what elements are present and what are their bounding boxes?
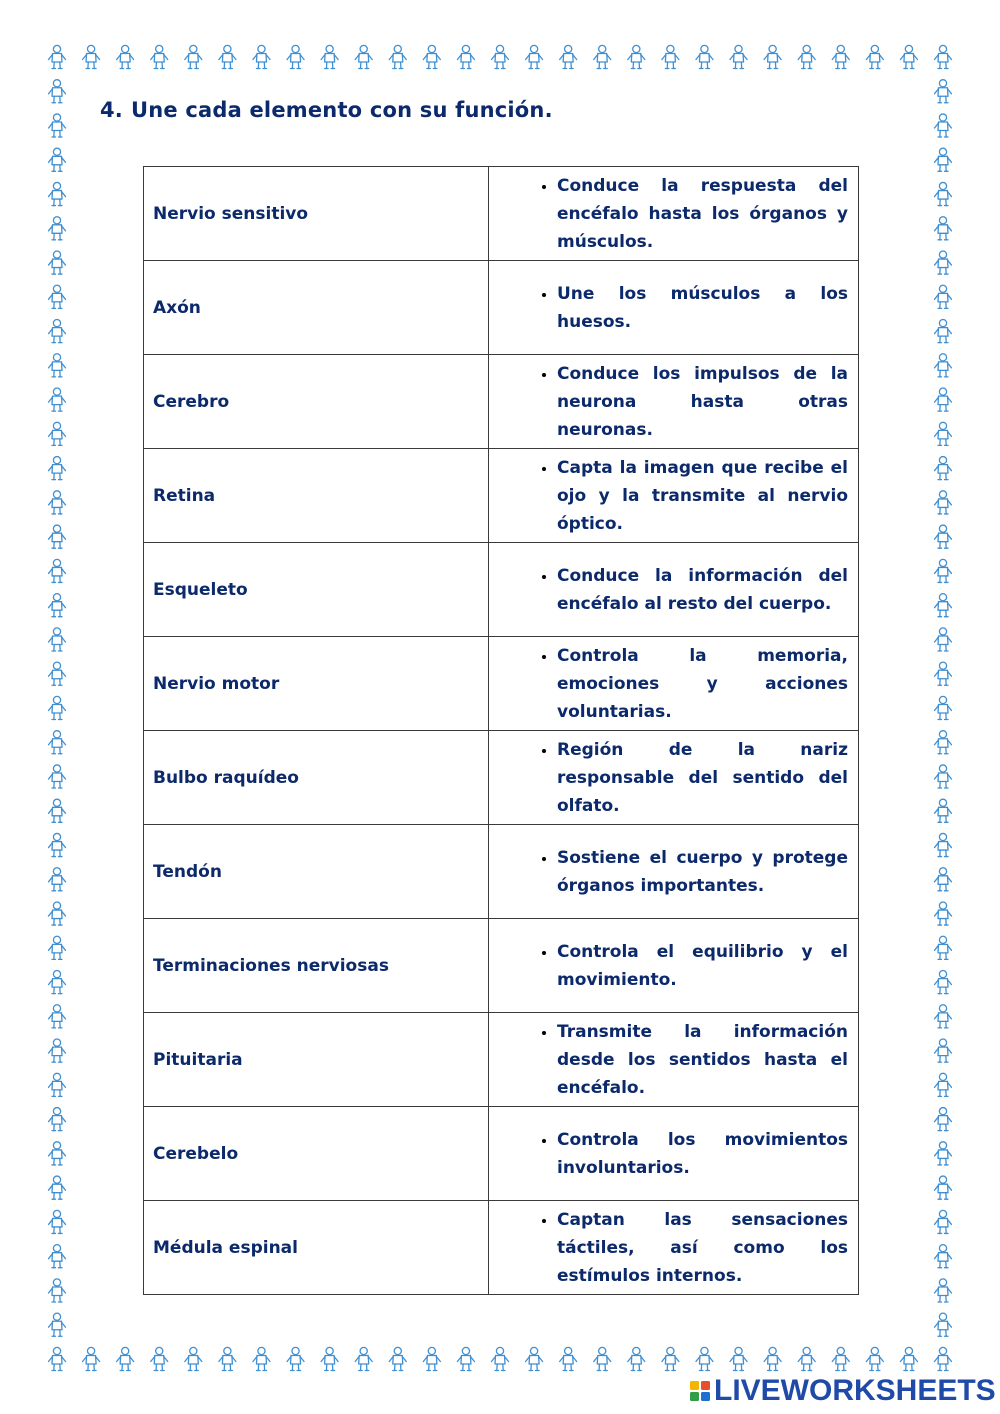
function-list [519, 736, 848, 820]
term-cell: Tendón [144, 825, 489, 919]
function-text: • Transmite la información desde los sentidos hasta el encéfalo. [557, 1018, 848, 1102]
function-cell [489, 731, 859, 825]
child-figure-icon [900, 1347, 917, 1370]
function-text: • Controla el equilibrio y el movimiento. [557, 938, 848, 994]
table-row [144, 355, 859, 449]
function-cell [489, 919, 859, 1013]
child-figure-icon [935, 491, 952, 514]
child-figure-icon [49, 251, 66, 274]
child-figure-icon [935, 1245, 952, 1268]
child-figure-icon [151, 1347, 168, 1370]
child-figure-icon [49, 1005, 66, 1028]
child-figure-icon [935, 799, 952, 822]
child-figure-icon [935, 1210, 952, 1233]
child-figure-icon [526, 45, 543, 68]
function-list [519, 1206, 848, 1290]
function-list [519, 280, 848, 336]
function-list [519, 844, 848, 900]
child-figure-icon [935, 80, 952, 103]
child-figure-icon [49, 80, 66, 103]
child-figure-icon [935, 696, 952, 719]
function-text: • Une los músculos a los huesos. [557, 280, 848, 336]
child-figure-icon [49, 45, 66, 68]
term-cell: Axón [144, 261, 489, 355]
child-figure-icon [49, 799, 66, 822]
child-figure-icon [49, 696, 66, 719]
function-list [519, 1126, 848, 1182]
child-figure-icon [49, 662, 66, 685]
child-figure-icon [49, 114, 66, 137]
child-figure-icon [151, 45, 168, 68]
child-figure-icon [935, 1176, 952, 1199]
child-figure-icon [185, 1347, 202, 1370]
child-figure-icon [935, 1039, 952, 1062]
child-figure-icon [935, 45, 952, 68]
child-figure-icon [628, 45, 645, 68]
table-row [144, 261, 859, 355]
child-figure-icon [49, 594, 66, 617]
child-figure-icon [935, 217, 952, 240]
child-figure-icon [49, 559, 66, 582]
child-figure-icon [49, 354, 66, 377]
child-figure-icon [866, 1347, 883, 1370]
child-figure-icon [900, 45, 917, 68]
table-row [144, 167, 859, 261]
function-cell [489, 167, 859, 261]
child-figure-icon [832, 1347, 849, 1370]
function-cell [489, 261, 859, 355]
child-figure-icon [49, 1245, 66, 1268]
child-figure-icon [935, 833, 952, 856]
child-figure-icon [389, 45, 406, 68]
table-row [144, 731, 859, 825]
child-figure-icon [287, 1347, 304, 1370]
child-figure-icon [355, 45, 372, 68]
child-figure-icon [423, 1347, 440, 1370]
term-cell: Cerebelo [144, 1107, 489, 1201]
term-cell: Nervio sensitivo [144, 167, 489, 261]
child-figure-icon [253, 1347, 270, 1370]
function-cell [489, 637, 859, 731]
table-row [144, 1013, 859, 1107]
child-figure-icon [492, 1347, 509, 1370]
child-figure-icon [935, 971, 952, 994]
child-figure-icon [49, 936, 66, 959]
child-figure-icon [49, 628, 66, 651]
function-list [519, 360, 848, 444]
function-cell [489, 1013, 859, 1107]
child-figure-icon [935, 628, 952, 651]
child-figure-icon [526, 1347, 543, 1370]
child-figure-icon [935, 868, 952, 891]
child-figure-icon [49, 1347, 66, 1370]
child-figure-icon [935, 1279, 952, 1302]
exercise-heading [100, 98, 553, 122]
child-figure-icon [935, 731, 952, 754]
table-row [144, 1107, 859, 1201]
child-figure-icon [49, 388, 66, 411]
child-figure-icon [253, 45, 270, 68]
child-figure-icon [49, 1176, 66, 1199]
function-cell [489, 355, 859, 449]
function-list [519, 642, 848, 726]
child-figure-icon [49, 217, 66, 240]
term-cell: Bulbo raquídeo [144, 731, 489, 825]
child-figure-icon [935, 388, 952, 411]
child-figure-icon [49, 491, 66, 514]
child-figure-icon [662, 45, 679, 68]
child-figure-icon [49, 868, 66, 891]
child-figure-icon [935, 1073, 952, 1096]
function-text: • Conduce la información del encéfalo al resto del cuerpo. [557, 562, 848, 618]
child-figure-icon [49, 1210, 66, 1233]
child-figure-icon [287, 45, 304, 68]
child-figure-icon [117, 45, 134, 68]
function-list [519, 938, 848, 994]
child-figure-icon [49, 525, 66, 548]
child-figure-icon [321, 1347, 338, 1370]
child-figure-icon [49, 1142, 66, 1165]
child-figure-icon [935, 902, 952, 925]
child-figure-icon [696, 45, 713, 68]
child-figure-icon [49, 148, 66, 171]
child-figure-icon [935, 457, 952, 480]
child-figure-icon [935, 285, 952, 308]
function-text: • Conduce la respuesta del encéfalo hasta los órganos y músculos. [557, 172, 848, 256]
child-figure-icon [423, 45, 440, 68]
child-figure-icon [798, 45, 815, 68]
function-text: • Controla la memoria, emociones y acciones voluntarias. [557, 642, 848, 726]
child-figure-icon [185, 45, 202, 68]
function-cell [489, 1201, 859, 1295]
function-text: • Región de la nariz responsable del sentido del olfato. [557, 736, 848, 820]
function-list [519, 562, 848, 618]
child-figure-icon [83, 1347, 100, 1370]
child-figure-icon [355, 1347, 372, 1370]
child-figure-icon [49, 1279, 66, 1302]
function-cell [489, 543, 859, 637]
child-figure-icon [49, 422, 66, 445]
brand-name: LIVEWORKSHEETS [714, 1374, 996, 1407]
function-list [519, 1018, 848, 1102]
child-figure-icon [457, 45, 474, 68]
child-figure-icon [49, 320, 66, 343]
term-cell: Nervio motor [144, 637, 489, 731]
child-figure-icon [594, 1347, 611, 1370]
term-cell: Médula espinal [144, 1201, 489, 1295]
child-figure-icon [628, 1347, 645, 1370]
child-figure-icon [935, 525, 952, 548]
child-figure-icon [49, 1108, 66, 1131]
child-figure-icon [49, 971, 66, 994]
liveworksheets-logo-icon [690, 1379, 712, 1403]
child-figure-icon [935, 1108, 952, 1131]
child-figure-icon [117, 1347, 134, 1370]
child-figure-icon [49, 1039, 66, 1062]
child-figure-icon [389, 1347, 406, 1370]
term-cell: Pituitaria [144, 1013, 489, 1107]
child-figure-icon [49, 1073, 66, 1096]
child-figure-icon [935, 765, 952, 788]
child-figure-icon [764, 1347, 781, 1370]
function-list [519, 172, 848, 256]
child-figure-icon [49, 285, 66, 308]
exercise-instruction: Une cada elemento con su función. [131, 98, 553, 122]
child-figure-icon [935, 1142, 952, 1165]
liveworksheets-brand [690, 1374, 996, 1408]
child-figure-icon [935, 182, 952, 205]
table-row [144, 637, 859, 731]
term-cell: Cerebro [144, 355, 489, 449]
function-text: • Captan las sensaciones táctiles, así como los estímulos internos. [557, 1206, 848, 1290]
child-figure-icon [730, 45, 747, 68]
function-text: • Sostiene el cuerpo y protege órganos importantes. [557, 844, 848, 900]
child-figure-icon [935, 422, 952, 445]
function-cell [489, 1107, 859, 1201]
child-figure-icon [866, 45, 883, 68]
child-figure-icon [49, 765, 66, 788]
child-figure-icon [83, 45, 100, 68]
child-figure-icon [696, 1347, 713, 1370]
child-figure-icon [49, 1313, 66, 1336]
term-cell: Terminaciones nerviosas [144, 919, 489, 1013]
child-figure-icon [935, 936, 952, 959]
child-figure-icon [49, 833, 66, 856]
child-figure-icon [560, 1347, 577, 1370]
child-figure-icon [935, 1347, 952, 1370]
term-cell: Retina [144, 449, 489, 543]
child-figure-icon [935, 354, 952, 377]
child-figure-icon [832, 45, 849, 68]
table-row [144, 919, 859, 1013]
child-figure-icon [49, 902, 66, 925]
child-figure-icon [321, 45, 338, 68]
child-figure-icon [935, 148, 952, 171]
child-figure-icon [49, 182, 66, 205]
child-figure-icon [219, 1347, 236, 1370]
child-figure-icon [49, 731, 66, 754]
table-row [144, 825, 859, 919]
table-row [144, 543, 859, 637]
child-figure-icon [492, 45, 509, 68]
matching-table [143, 166, 859, 1295]
child-figure-icon [935, 251, 952, 274]
child-figure-icon [764, 45, 781, 68]
function-text: • Conduce los impulsos de la neurona hasta otras neuronas. [557, 360, 848, 444]
function-cell [489, 449, 859, 543]
child-figure-icon [219, 45, 236, 68]
child-figure-icon [560, 45, 577, 68]
child-figure-icon [730, 1347, 747, 1370]
child-figure-icon [935, 114, 952, 137]
child-figure-icon [935, 662, 952, 685]
child-figure-icon [594, 45, 611, 68]
child-figure-icon [935, 320, 952, 343]
function-text: • Controla los movimientos involuntarios. [557, 1126, 848, 1182]
child-figure-icon [49, 457, 66, 480]
child-figure-icon [798, 1347, 815, 1370]
table-row [144, 449, 859, 543]
child-figure-icon [935, 1005, 952, 1028]
function-text: • Capta la imagen que recibe el ojo y la transmite al nervio óptico. [557, 454, 848, 538]
table-row [144, 1201, 859, 1295]
term-cell: Esqueleto [144, 543, 489, 637]
child-figure-icon [935, 1313, 952, 1336]
function-cell [489, 825, 859, 919]
function-list [519, 454, 848, 538]
child-figure-icon [457, 1347, 474, 1370]
child-figure-icon [935, 594, 952, 617]
child-figure-icon [935, 559, 952, 582]
exercise-number: 4. [100, 98, 123, 122]
child-figure-icon [662, 1347, 679, 1370]
